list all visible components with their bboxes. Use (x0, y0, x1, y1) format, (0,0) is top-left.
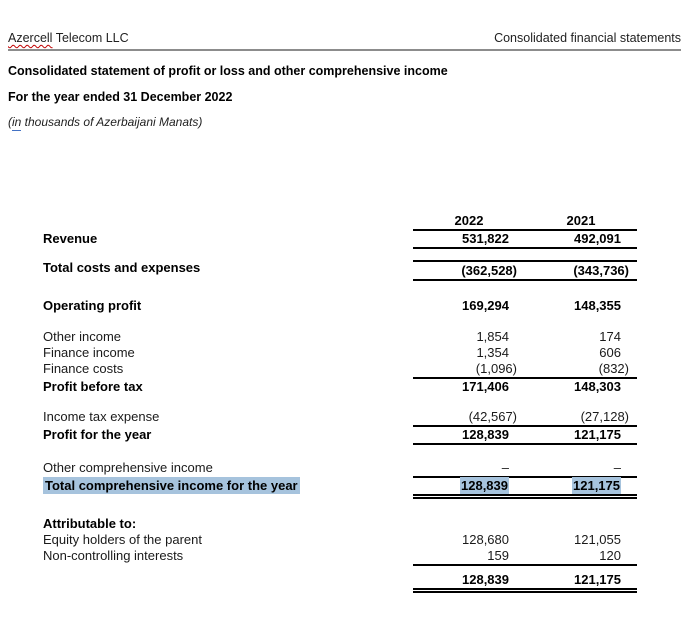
value-2022: 1,854 (476, 329, 509, 344)
row-label: Total costs and expenses (43, 260, 201, 275)
value-2022: – (501, 460, 509, 475)
units-underlined-word: in (12, 115, 22, 129)
value-2021 (525, 478, 637, 494)
statement-title: Consolidated statement of profit or loss and other comprehensive income (8, 64, 448, 78)
row-values (413, 298, 637, 314)
row-attributable-to (43, 516, 637, 532)
value-2022 (413, 478, 525, 494)
value-2022: 128,680 (462, 532, 509, 547)
row-values (413, 572, 637, 593)
value-2021 (525, 516, 637, 532)
value-2022: (1,096) (475, 361, 517, 376)
row-label: Profit for the year (43, 427, 152, 442)
row-label: Finance costs (43, 361, 124, 376)
row-profit-for-the-year (43, 427, 637, 445)
row-profit-before-tax (43, 379, 637, 395)
row-values (413, 548, 637, 566)
value-2021: 121,175 (574, 427, 621, 442)
row-total-comprehensive-income (43, 478, 637, 499)
row-label (43, 572, 413, 593)
row-label: Other comprehensive income (43, 460, 213, 475)
row-values (413, 427, 637, 445)
value-2021: 121,175 (574, 572, 621, 587)
row-values (413, 409, 637, 427)
value-2021: (343,736) (573, 263, 629, 278)
company-name-rest: Telecom LLC (52, 31, 129, 45)
row-values (413, 361, 637, 379)
row-revenue (43, 231, 637, 249)
row-operating-profit (43, 298, 637, 314)
page-header (8, 0, 681, 46)
row-values (413, 460, 637, 478)
row-equity-holders-of-parent (43, 532, 637, 548)
row-income-tax-expense (43, 409, 637, 427)
row-label: Attributable to: (43, 516, 137, 531)
value-2021: 148,355 (574, 298, 621, 313)
row-label: Non-controlling interests (43, 548, 184, 563)
value-2021: (27,128) (580, 409, 629, 424)
row-label: Profit before tax (43, 379, 143, 394)
value-2022: 1,354 (476, 345, 509, 360)
document-type-label: Consolidated financial statements (494, 31, 681, 45)
value-2022: 159 (487, 548, 509, 563)
value-2021: (832) (598, 361, 629, 376)
value-2022: 128,839 (462, 427, 509, 442)
row-values (413, 345, 637, 361)
row-other-income (43, 329, 637, 345)
value-2021: 148,303 (574, 379, 621, 394)
row-label: Revenue (43, 231, 98, 246)
value-2021: 606 (599, 345, 621, 360)
row-non-controlling-interests (43, 548, 637, 566)
column-header-2022: 2022 (454, 213, 484, 228)
row-values (413, 478, 637, 499)
value-2021: 120 (599, 548, 621, 563)
value-2022: 531,822 (462, 231, 509, 246)
row-values (413, 260, 637, 281)
highlighted-label: Total comprehensive income for the year (45, 478, 298, 493)
table-header-row (43, 213, 637, 231)
row-attributable-total (43, 572, 637, 593)
value-2021: 492,091 (574, 231, 621, 246)
value-2022: 128,839 (462, 572, 509, 587)
value-2021: 121,055 (574, 532, 621, 547)
value-2022 (413, 516, 525, 532)
row-label (43, 478, 413, 499)
row-label: Operating profit (43, 298, 142, 313)
value-2022: (362,528) (461, 263, 517, 278)
row-label: Other income (43, 329, 122, 344)
row-values (413, 231, 637, 249)
row-values (413, 379, 637, 395)
row-values (413, 516, 637, 532)
period-subtitle: For the year ended 31 December 2022 (8, 90, 233, 104)
value-2021: – (613, 460, 621, 475)
value-2022: 171,406 (462, 379, 509, 394)
header-label-spacer (43, 213, 413, 231)
row-finance-income (43, 345, 637, 361)
row-label: Income tax expense (43, 409, 160, 424)
row-values (413, 532, 637, 548)
header-divider (8, 49, 681, 51)
row-other-comprehensive-income (43, 460, 637, 478)
company-name (8, 31, 129, 46)
column-header-2021: 2021 (566, 213, 596, 228)
row-label: Equity holders of the parent (43, 532, 202, 547)
company-name-misspelled-word: Azercell (8, 31, 53, 45)
units-open-paren: ( (8, 115, 12, 129)
profit-loss-table (43, 213, 637, 593)
units-rest: thousands of Azerbaijani Manats) (21, 115, 203, 129)
row-total-costs-and-expenses (43, 260, 637, 281)
highlighted-value: 121,175 (573, 478, 620, 493)
row-label: Finance income (43, 345, 135, 360)
row-finance-costs (43, 361, 637, 379)
row-values (413, 329, 637, 345)
value-2022: (42,567) (468, 409, 517, 424)
value-2022: 169,294 (462, 298, 509, 313)
value-2021: 174 (599, 329, 621, 344)
header-year-columns (413, 213, 637, 231)
highlighted-value: 128,839 (461, 478, 508, 493)
units-note (8, 115, 681, 129)
